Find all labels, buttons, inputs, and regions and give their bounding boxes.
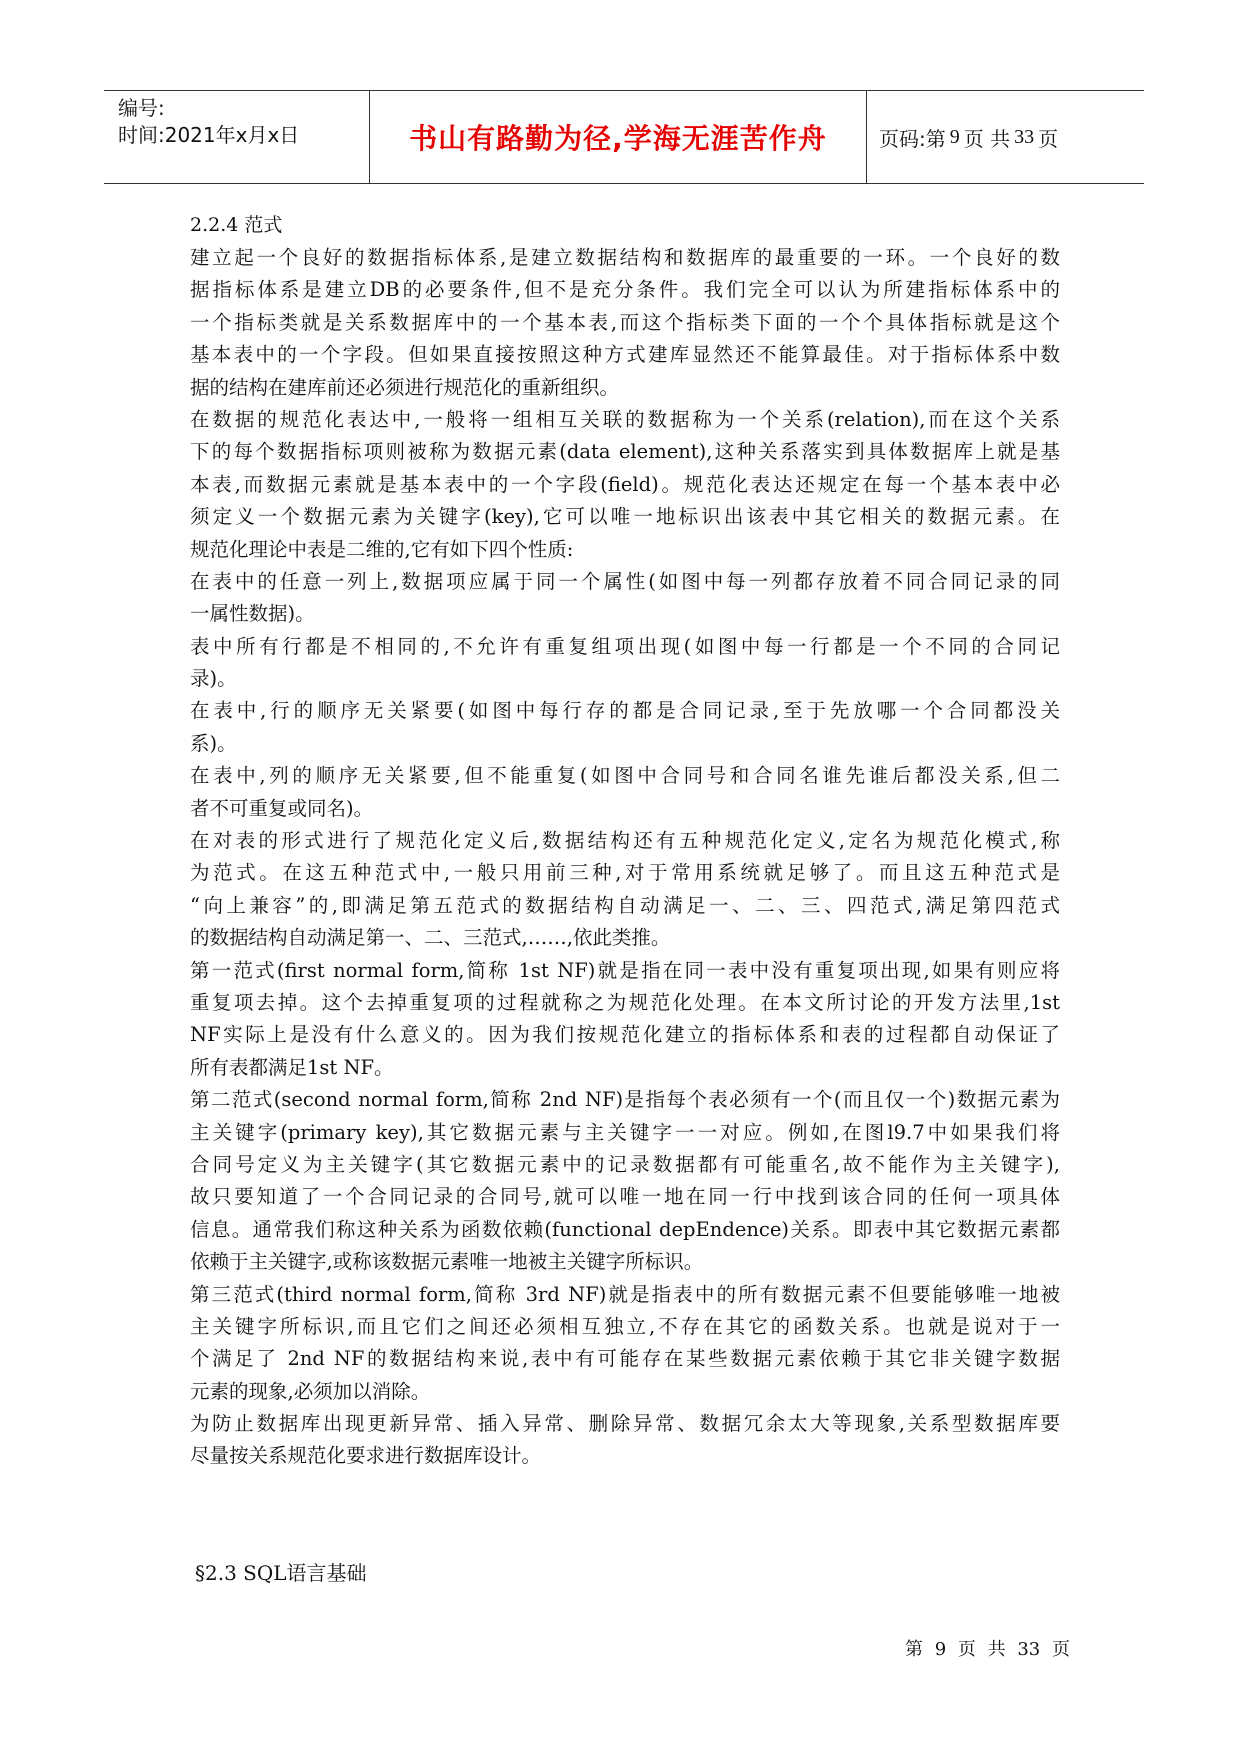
header-motto: 书山有路勤为径,学海无涯苦作舟 [409, 122, 827, 155]
subsection-heading: §2.3 SQL语言基础 [195, 1561, 367, 1585]
text-line: 系)。 [190, 731, 237, 755]
text-line: 重复项去掉。这个去掉重复项的过程就称之为规范化处理。在本文所讨论的开发方法里,1st [190, 990, 1060, 1014]
text-line: 规范化理论中表是二维的,它有如下四个性质: [190, 537, 574, 561]
text-line: 建立起一个良好的数据指标体系,是建立数据结构和数据库的最重要的一环。一个良好的数 [190, 246, 1060, 269]
section-title: 2.2.4 范式 [190, 214, 283, 236]
text-line: 下的每个数据指标项则被称为数据元素(data element),这种关系落实到具体数据库上就是基 [190, 440, 1060, 464]
text-line: 依赖于主关键字,或称该数据元素唯一地被主关键字所标识。 [190, 1250, 704, 1274]
text-line: 基本表中的一个字段。但如果直接按照这种方式建库显然还不能算最佳。对于指标体系中数 [190, 343, 1060, 367]
text-line: 者不可重复或同名)。 [190, 796, 374, 820]
text-line: 为范式。在这五种范式中,一般只用前三种,对于常用系统就足够了。而且这五种范式是 [190, 861, 1060, 885]
text-line: 主关键字(primary key),其它数据元素与主关键字一一对应。例如,在图l9.7中如果我们将 [190, 1120, 1060, 1144]
page-total: 33 [1014, 125, 1035, 148]
text-line: 合同号定义为主关键字(其它数据元素中的记录数据都有可能重名,故不能作为主关键字), [190, 1152, 1060, 1176]
text-line: 一属性数据)。 [190, 602, 315, 626]
text-line: 第二范式(second normal form,简称 2nd NF)是指每个表必须有一个(而且仅一个)数据元素为 [190, 1088, 1060, 1112]
text-line: 表中所有行都是不相同的,不允许有重复组项出现(如图中每一行都是一个不同的合同记 [190, 634, 1060, 658]
text-line: 据的结构在建库前还必须进行规范化的重新组织。 [190, 375, 620, 399]
text-line: 在对表的形式进行了规范化定义后,数据结构还有五种规范化定义,定名为规范化模式,称 [190, 829, 1060, 853]
text-line: 据指标体系是建立DB的必要条件,但不是充分条件。我们完全可以认为所建指标体系中的 [190, 278, 1060, 302]
text-line: 元素的现象,必须加以消除。 [190, 1379, 431, 1403]
text-line: 尽量按关系规范化要求进行数据库设计。 [190, 1444, 542, 1468]
text-line: 在表中,行的顺序无关紧要(如图中每行存的都是合同记录,至于先放哪一个合同都没关 [190, 699, 1060, 723]
text-line: 的数据结构自动满足第一、二、三范式,……,依此类推。 [190, 926, 671, 950]
text-line: 一个指标类就是关系数据库中的一个基本表,而这个指标类下面的一个个具体指标就是这个 [190, 310, 1060, 334]
document-number-label: 编号: [118, 96, 165, 120]
text-line: 第一范式(first normal form,简称 1st NF)就是指在同一表中没有重复项出现,如果有则应将 [190, 958, 1060, 982]
header-page-info [879, 91, 1139, 183]
page-current: 9 [949, 125, 960, 148]
text-line: 本表,而数据元素就是基本表中的一个字段(field)。规范化表达还规定在每一个基本表中必 [190, 472, 1060, 496]
page-mid: 页 共 [963, 126, 1011, 151]
text-line: 故只要知道了一个合同记录的合同号,就可以唯一地在同一行中找到该合同的任何一项具体 [190, 1185, 1060, 1209]
text-line: 为防止数据库出现更新异常、插入异常、删除异常、数据冗余太大等现象,关系型数据库要 [190, 1412, 1060, 1436]
page-header [104, 90, 1144, 184]
text-line: 个满足了 2nd NF的数据结构来说,表中有可能存在某些数据元素依赖于其它非关键字数据 [190, 1347, 1060, 1371]
page-suffix: 页 [1038, 126, 1059, 151]
text-line: 信息。通常我们称这种关系为函数依赖(functional depEndence)关系。即表中其它数据元素都 [190, 1217, 1060, 1241]
text-line: 所有表都满足1st NF。 [190, 1055, 394, 1079]
text-line: NF实际上是没有什么意义的。因为我们按规范化建立的指标体系和表的过程都自动保证了 [190, 1023, 1060, 1047]
text-line: 在表中的任意一列上,数据项应属于同一个属性(如图中每一列都存放着不同合同记录的同 [190, 569, 1060, 593]
page-footer: 第 9 页 共 33 页 [905, 1639, 1070, 1660]
text-line: 录)。 [190, 667, 237, 691]
text-line: 在表中,列的顺序无关紧要,但不能重复(如图中合同号和合同名谁先谁后都没关系,但二 [190, 764, 1060, 788]
text-line: 在数据的规范化表达中,一般将一组相互关联的数据称为一个关系(relation),而在这个关系 [190, 407, 1060, 431]
text-line: 须定义一个数据元素为关键字(key),它可以唯一地标识出该表中其它相关的数据元素。在 [190, 505, 1060, 529]
document-body [190, 208, 1060, 1473]
text-line: “向上兼容”的,即满足第五范式的数据结构自动满足一、二、三、四范式,满足第四范式 [190, 893, 1060, 917]
header-meta [118, 91, 368, 187]
document-time: 时间:2021年x月x日 [118, 123, 300, 147]
text-line: 第三范式(third normal form,简称 3rd NF)就是指表中的所有数据元素不但要能够唯一地被 [190, 1282, 1060, 1306]
header-motto-cell [369, 91, 867, 183]
page-prefix: 页码:第 [879, 126, 946, 151]
text-line: 主关键字所标识,而且它们之间还必须相互独立,不存在其它的函数关系。也就是说对于一 [190, 1314, 1060, 1338]
